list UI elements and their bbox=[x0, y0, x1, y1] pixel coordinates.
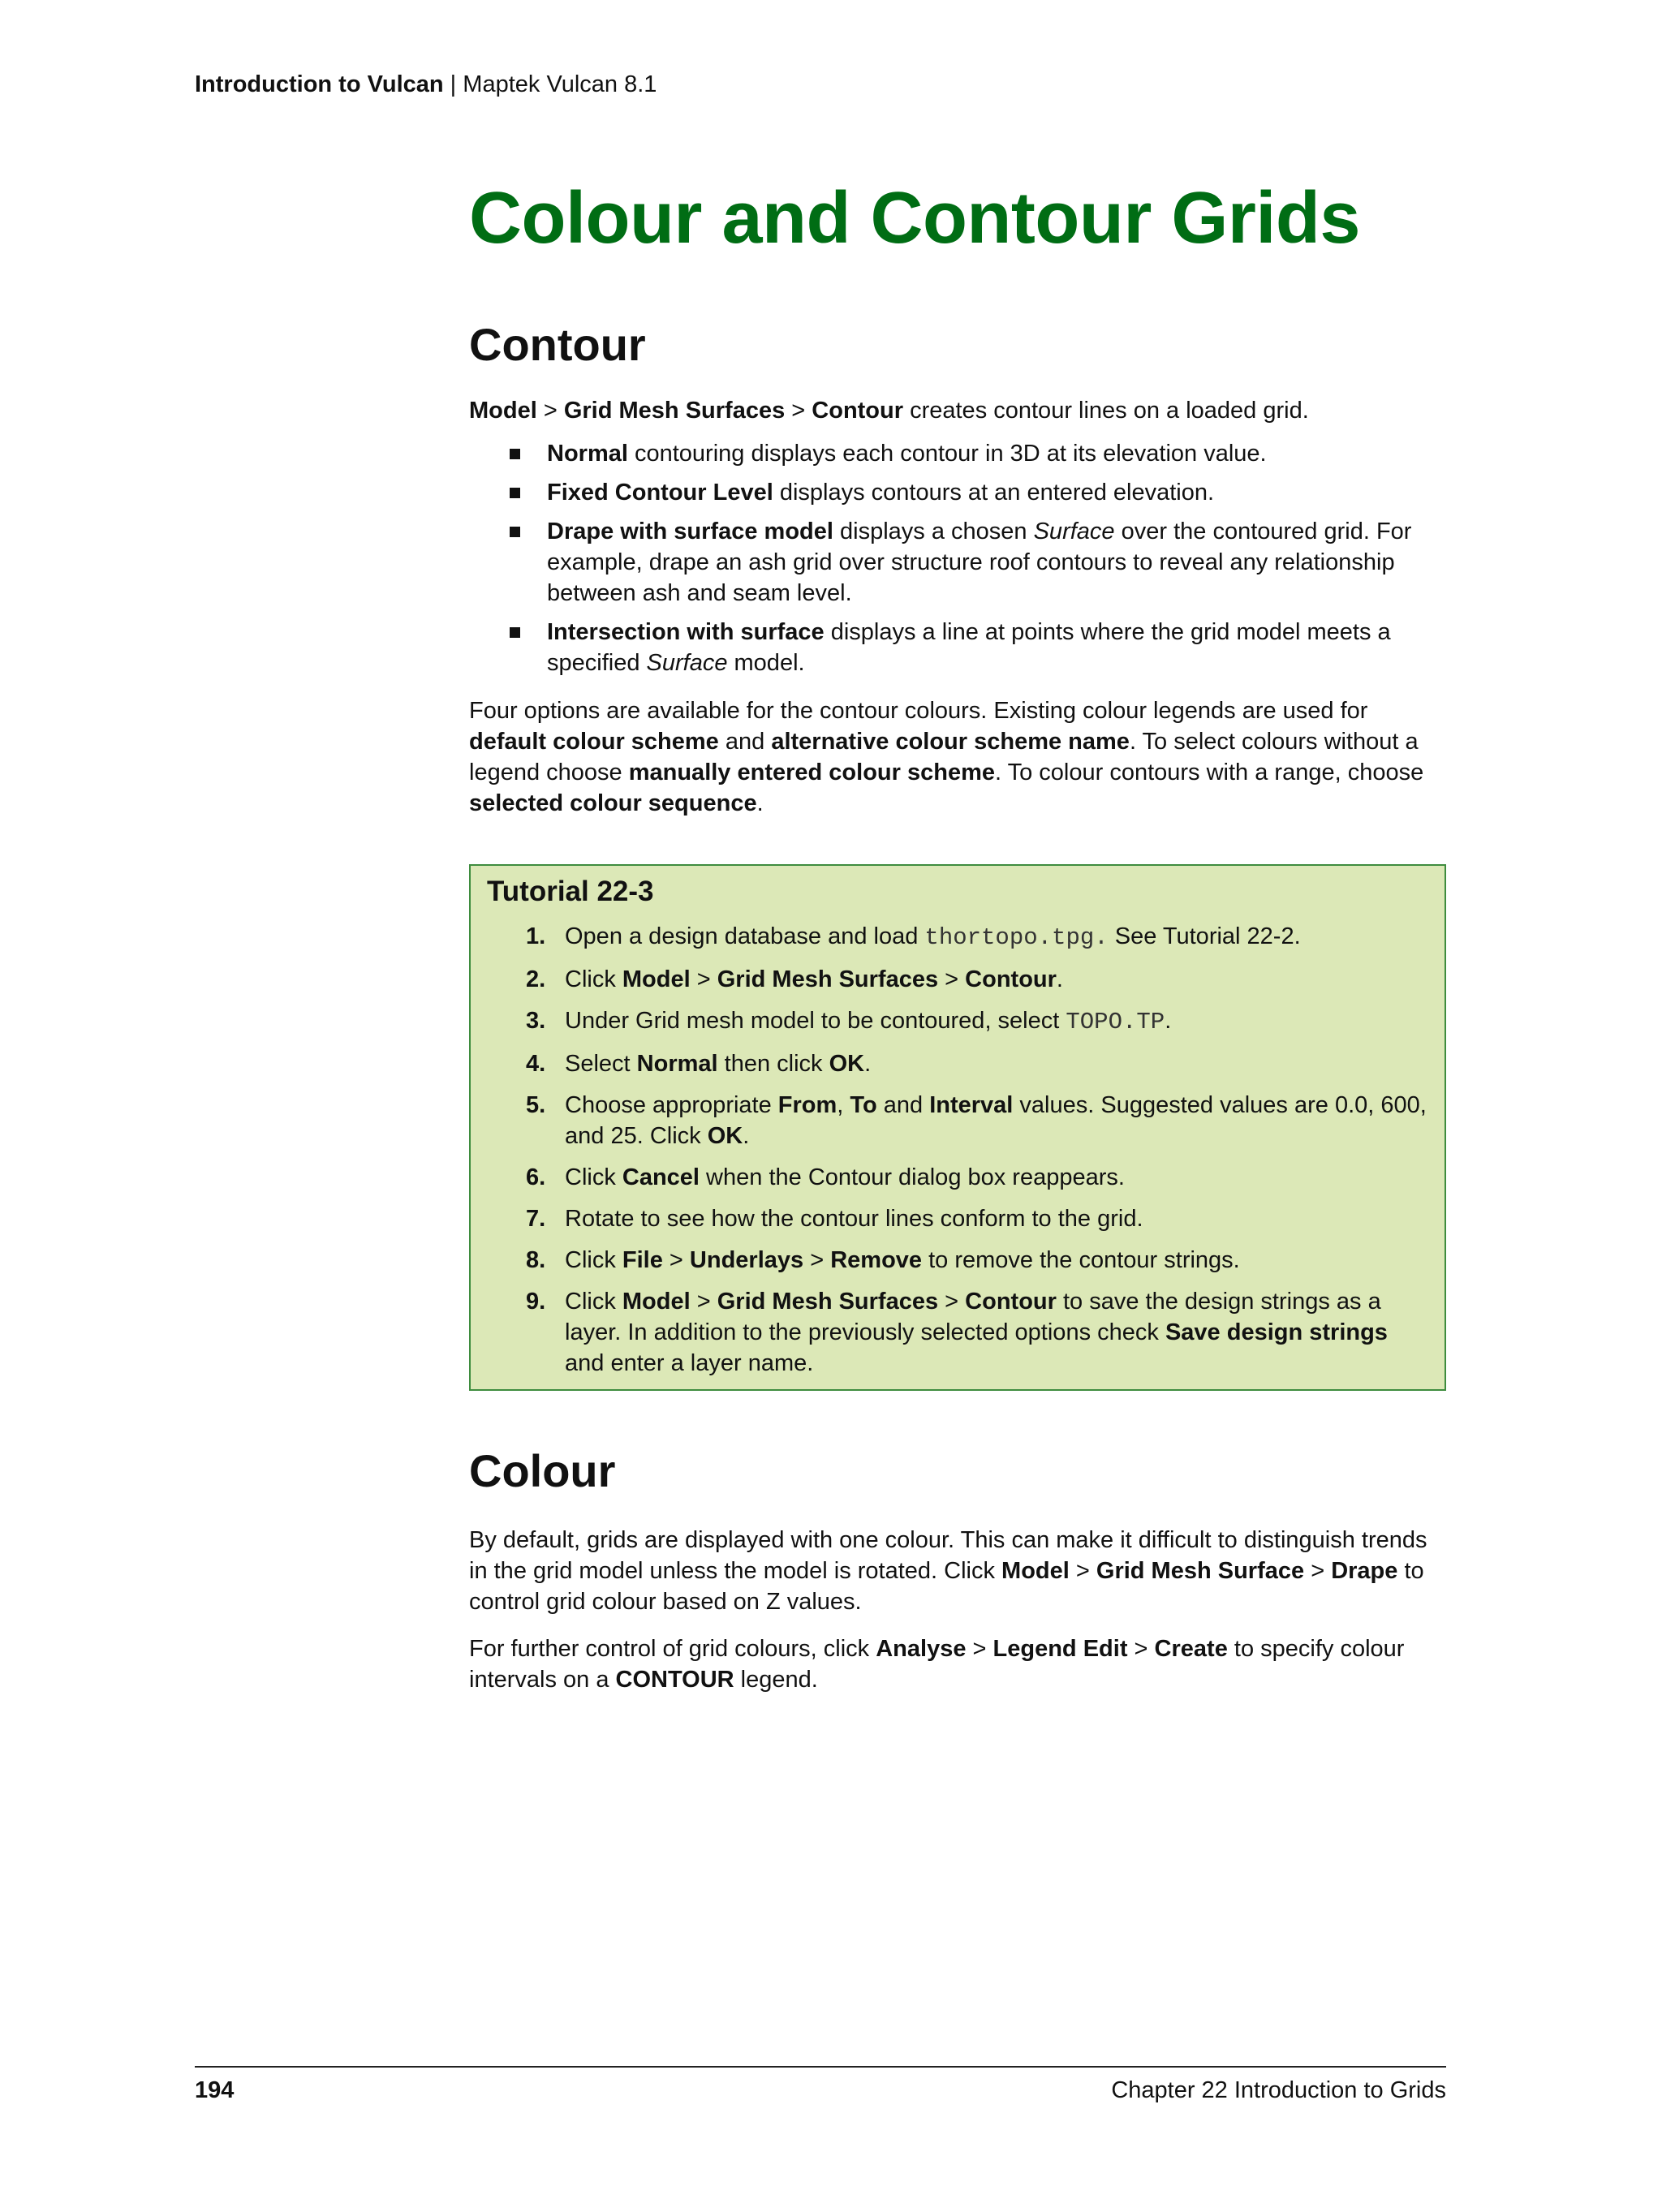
contour-options-list bbox=[510, 438, 1443, 686]
step-text: > bbox=[690, 1289, 717, 1315]
colour-paragraph-1 bbox=[469, 1525, 1451, 1617]
para-text: to control grid colour based on Z values. bbox=[469, 1558, 1424, 1615]
step-text: then click bbox=[717, 1051, 829, 1077]
step-text: Choose appropriate bbox=[565, 1092, 778, 1118]
tutorial-box bbox=[469, 864, 1446, 1391]
step-number: 1. bbox=[526, 923, 546, 949]
menu-grid-mesh-surfaces: Grid Mesh Surfaces bbox=[563, 398, 786, 424]
step-text: > bbox=[938, 966, 966, 992]
bullet-term: Normal bbox=[547, 441, 628, 467]
step-text: to remove the contour strings. bbox=[922, 1247, 1240, 1273]
tutorial-step bbox=[471, 1005, 1448, 1038]
step-bold: Grid Mesh Surfaces bbox=[717, 1289, 939, 1315]
colour-heading: Colour bbox=[469, 1445, 616, 1496]
tutorial-step bbox=[471, 1048, 1448, 1079]
list-item bbox=[510, 617, 1443, 678]
step-bold: To bbox=[850, 1092, 877, 1118]
header-book-title: Introduction to Vulcan bbox=[195, 71, 444, 97]
step-number: 7. bbox=[526, 1206, 546, 1232]
bullet-square-icon bbox=[510, 527, 520, 537]
bullet-text: contouring displays each contour in 3D at its elevation value. bbox=[627, 441, 1267, 467]
para-bold: CONTOUR bbox=[615, 1667, 734, 1693]
model-name: TOPO.TP bbox=[1066, 1009, 1165, 1035]
step-text: Click bbox=[565, 1247, 622, 1273]
step-text: Rotate to see how the contour lines conform to the grid. bbox=[565, 1206, 1143, 1232]
step-number: 5. bbox=[526, 1092, 546, 1118]
bullet-square-icon bbox=[510, 627, 520, 638]
tutorial-step bbox=[471, 964, 1448, 995]
para-bold: selected colour sequence bbox=[469, 790, 757, 816]
step-bold: Model bbox=[622, 966, 691, 992]
step-bold: Save design strings bbox=[1165, 1319, 1388, 1345]
tutorial-step bbox=[471, 1090, 1448, 1151]
contour-intro bbox=[469, 395, 1451, 426]
tutorial-step bbox=[471, 1203, 1448, 1234]
step-bold: File bbox=[622, 1247, 663, 1273]
step-text: when the Contour dialog box reappears. bbox=[700, 1164, 1125, 1190]
bullet-italic: Surface bbox=[1033, 519, 1115, 544]
step-bold: OK bbox=[829, 1051, 865, 1077]
step-bold: OK bbox=[707, 1123, 743, 1149]
bullet-text: displays a chosen bbox=[833, 519, 1034, 544]
bullet-text: displays a line at points where the grid model meets a specified bbox=[547, 619, 1391, 676]
step-number: 4. bbox=[526, 1051, 546, 1077]
step-bold: Model bbox=[622, 1289, 691, 1315]
step-bold: Cancel bbox=[622, 1164, 700, 1190]
para-bold: Model bbox=[1001, 1558, 1070, 1584]
bullet-square-icon bbox=[510, 449, 520, 459]
step-text: . bbox=[1056, 966, 1063, 992]
bullet-italic: Surface bbox=[646, 650, 728, 676]
para-text: and bbox=[718, 729, 772, 755]
step-text: > bbox=[662, 1247, 690, 1273]
para-text: > bbox=[1127, 1636, 1155, 1662]
step-text: . bbox=[864, 1051, 872, 1077]
bullet-text: displays contours at an entered elevation. bbox=[773, 480, 1215, 506]
tutorial-steps bbox=[471, 921, 1448, 1389]
step-text: to save the design strings as a layer. In addition to the previously selected options check bbox=[565, 1289, 1381, 1345]
step-bold: Normal bbox=[636, 1051, 718, 1077]
step-text: Click bbox=[565, 966, 622, 992]
bullet-text: over the contoured grid. For example, drape an ash grid over structure roof contours to reveal any relationship between ash and seam level. bbox=[547, 519, 1412, 606]
footer-divider bbox=[195, 2066, 1446, 2068]
menu-model: Model bbox=[469, 398, 537, 424]
contour-intro-text: creates contour lines on a loaded grid. bbox=[903, 398, 1309, 424]
step-text: Click bbox=[565, 1164, 622, 1190]
para-bold: Create bbox=[1154, 1636, 1228, 1662]
step-bold: Underlays bbox=[689, 1247, 804, 1273]
bullet-term: Fixed Contour Level bbox=[547, 480, 773, 506]
step-text: Click bbox=[565, 1289, 622, 1315]
step-text: and bbox=[876, 1092, 930, 1118]
step-text: See Tutorial 22-2. bbox=[1108, 923, 1301, 949]
step-number: 6. bbox=[526, 1164, 546, 1190]
step-number: 3. bbox=[526, 1008, 546, 1034]
para-text: Four options are available for the contour colours. Existing colour legends are used for bbox=[469, 698, 1368, 724]
bullet-term: Intersection with surface bbox=[547, 619, 825, 645]
step-text: > bbox=[690, 966, 717, 992]
running-header bbox=[195, 71, 657, 98]
para-text: . bbox=[756, 790, 764, 816]
para-text: . To colour contours with a range, choose bbox=[995, 760, 1424, 785]
step-text: Select bbox=[565, 1051, 637, 1077]
para-text: legend. bbox=[734, 1667, 818, 1693]
menu-contour: Contour bbox=[812, 398, 904, 424]
bullet-square-icon bbox=[510, 488, 520, 498]
step-number: 8. bbox=[526, 1247, 546, 1273]
para-text: > bbox=[966, 1636, 993, 1662]
para-text: . To select colours without a legend choose bbox=[469, 729, 1419, 785]
para-bold: Legend Edit bbox=[992, 1636, 1128, 1662]
step-text: Open a design database and load bbox=[565, 923, 925, 949]
tutorial-step bbox=[471, 921, 1448, 953]
step-text: . bbox=[1165, 1008, 1172, 1034]
tutorial-step bbox=[471, 1245, 1448, 1276]
para-bold: Grid Mesh Surface bbox=[1096, 1558, 1305, 1584]
header-product: Maptek Vulcan 8.1 bbox=[463, 71, 657, 97]
page-number: 194 bbox=[195, 2077, 235, 2103]
menu-separator: > bbox=[785, 398, 812, 424]
tutorial-step bbox=[471, 1162, 1448, 1193]
step-text: values. Suggested values are 0.0, 600, and 25. Click bbox=[565, 1092, 1427, 1149]
step-number: 9. bbox=[526, 1289, 546, 1315]
para-text: > bbox=[1304, 1558, 1332, 1584]
bullet-text: model. bbox=[727, 650, 805, 676]
step-bold: Contour bbox=[965, 966, 1057, 992]
step-text: > bbox=[803, 1247, 831, 1273]
step-bold: Contour bbox=[965, 1289, 1057, 1315]
para-text: > bbox=[1069, 1558, 1096, 1584]
bullet-term: Drape with surface model bbox=[547, 519, 833, 544]
para-bold: alternative colour scheme name bbox=[771, 729, 1130, 755]
list-item bbox=[510, 477, 1443, 508]
para-bold: Analyse bbox=[876, 1636, 967, 1662]
colour-paragraph-2 bbox=[469, 1633, 1451, 1695]
header-separator: | bbox=[443, 71, 463, 97]
step-bold: From bbox=[777, 1092, 837, 1118]
step-bold: Interval bbox=[929, 1092, 1014, 1118]
para-text: By default, grids are displayed with one colour. This can make it difficult to distinguish trends in the grid model unless the model is rotated. Click bbox=[469, 1527, 1427, 1584]
step-bold: Grid Mesh Surfaces bbox=[717, 966, 939, 992]
contour-heading: Contour bbox=[469, 319, 646, 370]
colour-options-paragraph bbox=[469, 695, 1451, 819]
para-text: to specify colour intervals on a bbox=[469, 1636, 1405, 1693]
list-item bbox=[510, 516, 1443, 609]
file-name: thortopo.tpg. bbox=[924, 924, 1109, 951]
para-bold: Drape bbox=[1331, 1558, 1398, 1584]
page-title: Colour and Contour Grids bbox=[469, 178, 1360, 259]
step-text: . bbox=[743, 1123, 750, 1149]
step-text: and enter a layer name. bbox=[565, 1350, 814, 1376]
tutorial-title: Tutorial 22-3 bbox=[487, 876, 654, 907]
step-text: Under Grid mesh model to be contoured, select bbox=[565, 1008, 1066, 1034]
step-text: > bbox=[938, 1289, 966, 1315]
step-text: , bbox=[837, 1092, 850, 1118]
para-bold: manually entered colour scheme bbox=[628, 760, 995, 785]
para-text: For further control of grid colours, click bbox=[469, 1636, 876, 1662]
para-bold: default colour scheme bbox=[469, 729, 719, 755]
step-number: 2. bbox=[526, 966, 546, 992]
tutorial-step bbox=[471, 1286, 1448, 1379]
list-item bbox=[510, 438, 1443, 469]
step-bold: Remove bbox=[830, 1247, 923, 1273]
menu-separator: > bbox=[536, 398, 564, 424]
chapter-title: Chapter 22 Introduction to Grids bbox=[1111, 2077, 1446, 2103]
